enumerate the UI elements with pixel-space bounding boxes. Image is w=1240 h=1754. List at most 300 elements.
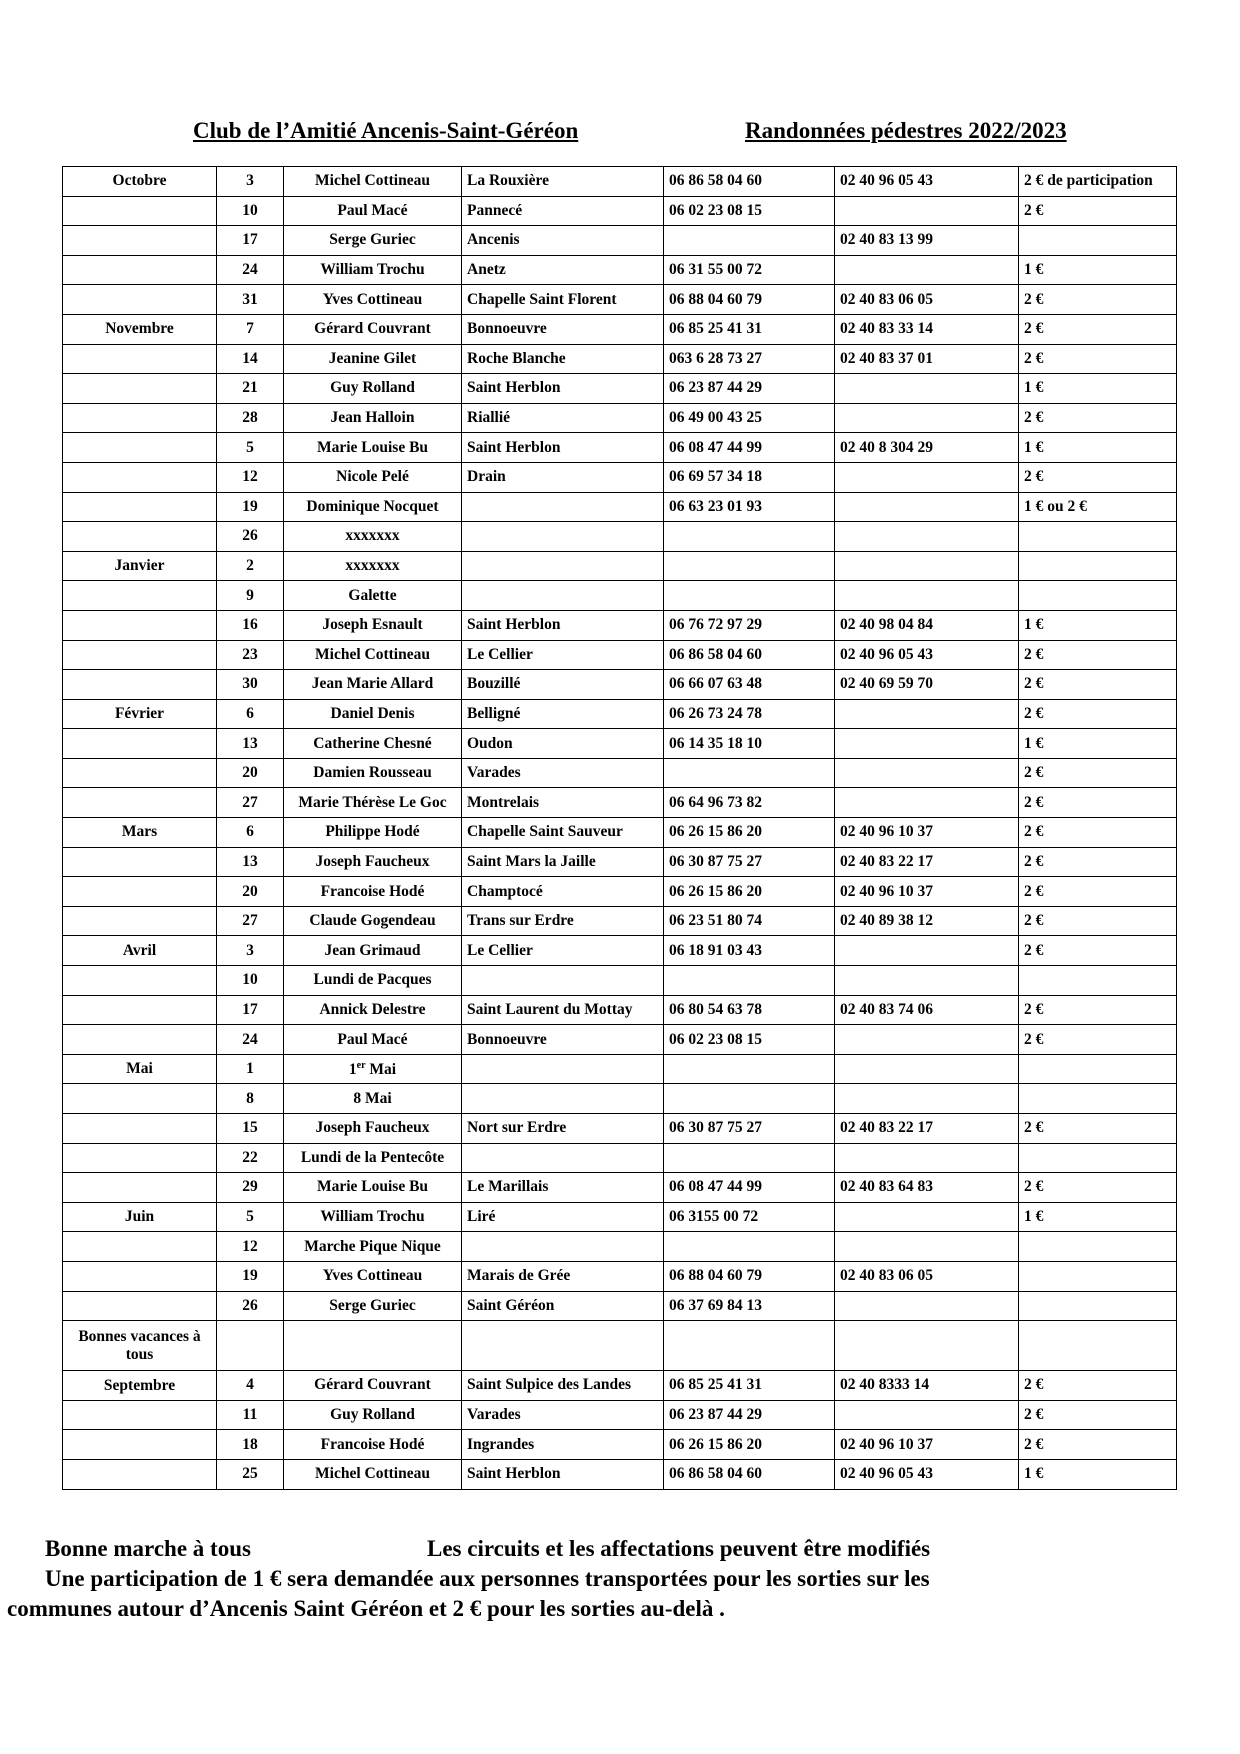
month-cell: Février — [63, 699, 217, 729]
phone-cell — [835, 551, 1019, 581]
phone-cell: 02 40 96 10 37 — [835, 818, 1019, 848]
fee-cell: 1 € — [1019, 374, 1177, 404]
leader-cell: Yves Cottineau — [284, 1261, 462, 1291]
fee-cell: 2 € — [1019, 758, 1177, 788]
place-cell: Bouzillé — [462, 670, 664, 700]
place-cell: La Rouxière — [462, 167, 664, 197]
table-row — [63, 995, 1177, 1025]
phone-cell — [835, 1084, 1019, 1114]
table-row — [63, 167, 1177, 197]
phone-cell: 02 40 8 304 29 — [835, 433, 1019, 463]
day-cell: 19 — [217, 1261, 284, 1291]
table-row — [63, 551, 1177, 581]
month-cell — [63, 1173, 217, 1203]
month-cell — [63, 492, 217, 522]
month-cell: Bonnes vacances à tous — [63, 1321, 217, 1371]
month-cell — [63, 581, 217, 611]
mobile-cell: 06 26 73 24 78 — [664, 699, 835, 729]
table-row — [63, 818, 1177, 848]
club-title: Club de l’Amitié Ancenis-Saint-Géréon — [193, 118, 579, 143]
leader-cell: Marie Thérèse Le Goc — [284, 788, 462, 818]
leader-cell: Gérard Couvrant — [284, 314, 462, 344]
table-row — [63, 344, 1177, 374]
mobile-cell: 06 02 23 08 15 — [664, 196, 835, 226]
leader-cell: Damien Rousseau — [284, 758, 462, 788]
fee-cell: 2 € — [1019, 462, 1177, 492]
phone-cell: 02 40 83 22 17 — [835, 847, 1019, 877]
leader-cell: Paul Macé — [284, 1025, 462, 1055]
month-cell — [63, 285, 217, 315]
place-cell: Roche Blanche — [462, 344, 664, 374]
fee-cell: 2 € — [1019, 403, 1177, 433]
phone-cell: 02 40 96 10 37 — [835, 1430, 1019, 1460]
table-row — [63, 226, 1177, 256]
month-cell: Juin — [63, 1202, 217, 1232]
month-cell — [63, 433, 217, 463]
day-cell: 22 — [217, 1143, 284, 1173]
day-cell: 8 — [217, 1084, 284, 1114]
leader-cell: Jean Grimaud — [284, 936, 462, 966]
leader-cell: 8 Mai — [284, 1084, 462, 1114]
month-cell — [63, 1291, 217, 1321]
table-row — [63, 196, 1177, 226]
day-cell: 25 — [217, 1459, 284, 1489]
day-cell: 4 — [217, 1371, 284, 1401]
month-cell — [63, 1430, 217, 1460]
mobile-cell: 06 80 54 63 78 — [664, 995, 835, 1025]
fee-cell: 1 € ou 2 € — [1019, 492, 1177, 522]
fee-cell: 2 € — [1019, 1371, 1177, 1401]
day-cell: 11 — [217, 1400, 284, 1430]
phone-cell — [835, 403, 1019, 433]
mobile-cell — [664, 1143, 835, 1173]
day-cell: 16 — [217, 610, 284, 640]
table-row — [63, 492, 1177, 522]
phone-cell — [835, 1143, 1019, 1173]
month-cell — [63, 758, 217, 788]
fee-cell — [1019, 1261, 1177, 1291]
table-row — [63, 729, 1177, 759]
month-cell — [63, 1400, 217, 1430]
table-row — [63, 1143, 1177, 1173]
table-row — [63, 1173, 1177, 1203]
month-cell — [63, 610, 217, 640]
phone-cell: 02 40 83 33 14 — [835, 314, 1019, 344]
table-row — [63, 966, 1177, 996]
month-cell — [63, 788, 217, 818]
day-cell: 2 — [217, 551, 284, 581]
leader-cell: Philippe Hodé — [284, 818, 462, 848]
mobile-cell: 06 26 15 86 20 — [664, 877, 835, 907]
table-row — [63, 1202, 1177, 1232]
place-cell: Chapelle Saint Sauveur — [462, 818, 664, 848]
table-row — [63, 610, 1177, 640]
month-cell — [63, 966, 217, 996]
leader-cell: Nicole Pelé — [284, 462, 462, 492]
phone-cell — [835, 462, 1019, 492]
fee-cell: 2 € — [1019, 847, 1177, 877]
day-cell: 13 — [217, 847, 284, 877]
mobile-cell — [664, 1084, 835, 1114]
table-row — [63, 1430, 1177, 1460]
leader-cell: Michel Cottineau — [284, 167, 462, 197]
place-cell: Ingrandes — [462, 1430, 664, 1460]
fee-cell: 1 € — [1019, 1459, 1177, 1489]
phone-cell — [835, 1321, 1019, 1371]
place-cell: Bonnoeuvre — [462, 314, 664, 344]
leader-cell: Joseph Esnault — [284, 610, 462, 640]
leader-cell: Lundi de Pacques — [284, 966, 462, 996]
table-row — [63, 1054, 1177, 1084]
schedule-title: Randonnées pédestres 2022/2023 — [745, 118, 1067, 143]
mobile-cell — [664, 522, 835, 552]
place-cell: Ancenis — [462, 226, 664, 256]
leader-cell: 1er Mai — [284, 1054, 462, 1084]
table-row — [63, 1232, 1177, 1262]
mobile-cell: 06 88 04 60 79 — [664, 285, 835, 315]
month-cell: Avril — [63, 936, 217, 966]
day-cell — [217, 1321, 284, 1371]
phone-cell: 02 40 96 05 43 — [835, 1459, 1019, 1489]
mobile-cell: 06 14 35 18 10 — [664, 729, 835, 759]
leader-cell: Joseph Faucheux — [284, 847, 462, 877]
phone-cell — [835, 1291, 1019, 1321]
leader-cell: Francoise Hodé — [284, 877, 462, 907]
footer-participation-line1: Une participation de 1 € sera demandée aux personnes transportées pour les sorties sur les — [45, 1566, 930, 1591]
leader-cell: Michel Cottineau — [284, 640, 462, 670]
fee-cell: 2 € — [1019, 1430, 1177, 1460]
mobile-cell: 06 3155 00 72 — [664, 1202, 835, 1232]
place-cell: Montrelais — [462, 788, 664, 818]
phone-cell — [835, 758, 1019, 788]
day-cell: 23 — [217, 640, 284, 670]
day-cell: 31 — [217, 285, 284, 315]
fee-cell: 2 € — [1019, 1400, 1177, 1430]
leader-cell: William Trochu — [284, 1202, 462, 1232]
phone-cell: 02 40 83 64 83 — [835, 1173, 1019, 1203]
place-cell — [462, 1054, 664, 1084]
mobile-cell — [664, 551, 835, 581]
month-cell — [63, 344, 217, 374]
phone-cell: 02 40 96 05 43 — [835, 167, 1019, 197]
phone-cell — [835, 522, 1019, 552]
day-cell: 3 — [217, 936, 284, 966]
leader-cell: William Trochu — [284, 255, 462, 285]
place-cell: Bonnoeuvre — [462, 1025, 664, 1055]
month-cell — [63, 847, 217, 877]
fee-cell: 1 € — [1019, 610, 1177, 640]
phone-cell — [835, 492, 1019, 522]
day-cell: 10 — [217, 966, 284, 996]
fee-cell: 2 € de participation — [1019, 167, 1177, 197]
leader-cell: Paul Macé — [284, 196, 462, 226]
leader-cell: Yves Cottineau — [284, 285, 462, 315]
day-cell: 14 — [217, 344, 284, 374]
leader-cell: Serge Guriec — [284, 1291, 462, 1321]
table-row — [63, 788, 1177, 818]
place-cell: Drain — [462, 462, 664, 492]
phone-cell: 02 40 83 06 05 — [835, 1261, 1019, 1291]
place-cell: Oudon — [462, 729, 664, 759]
day-cell: 3 — [217, 167, 284, 197]
mobile-cell: 06 85 25 41 31 — [664, 314, 835, 344]
table-row — [63, 581, 1177, 611]
fee-cell: 2 € — [1019, 1114, 1177, 1144]
month-cell: Janvier — [63, 551, 217, 581]
mobile-cell: 06 08 47 44 99 — [664, 433, 835, 463]
phone-cell — [835, 374, 1019, 404]
mobile-cell: 06 88 04 60 79 — [664, 1261, 835, 1291]
leader-cell: xxxxxxx — [284, 522, 462, 552]
fee-cell: 2 € — [1019, 788, 1177, 818]
place-cell — [462, 551, 664, 581]
day-cell: 21 — [217, 374, 284, 404]
fee-cell — [1019, 1143, 1177, 1173]
table-row — [63, 1321, 1177, 1371]
month-cell — [63, 640, 217, 670]
mobile-cell: 06 66 07 63 48 — [664, 670, 835, 700]
table-row — [63, 1459, 1177, 1489]
fee-cell — [1019, 226, 1177, 256]
table-row — [63, 1371, 1177, 1401]
day-cell: 27 — [217, 788, 284, 818]
place-cell: Saint Herblon — [462, 374, 664, 404]
fee-cell — [1019, 1291, 1177, 1321]
month-cell — [63, 1114, 217, 1144]
mobile-cell: 06 86 58 04 60 — [664, 1459, 835, 1489]
footer-participation-line2: communes autour d’Ancenis Saint Géréon et 2 € pour les sorties au-delà . — [7, 1596, 725, 1621]
fee-cell — [1019, 1232, 1177, 1262]
month-cell — [63, 906, 217, 936]
month-cell — [63, 374, 217, 404]
table-row — [63, 1261, 1177, 1291]
month-cell — [63, 1261, 217, 1291]
place-cell — [462, 966, 664, 996]
phone-cell: 02 40 83 22 17 — [835, 1114, 1019, 1144]
phone-cell — [835, 255, 1019, 285]
fee-cell: 2 € — [1019, 818, 1177, 848]
day-cell: 5 — [217, 1202, 284, 1232]
leader-cell: Michel Cottineau — [284, 1459, 462, 1489]
phone-cell: 02 40 96 05 43 — [835, 640, 1019, 670]
month-cell — [63, 462, 217, 492]
mobile-cell: 06 69 57 34 18 — [664, 462, 835, 492]
fee-cell: 2 € — [1019, 640, 1177, 670]
phone-cell — [835, 581, 1019, 611]
fee-cell: 2 € — [1019, 670, 1177, 700]
month-cell — [63, 1459, 217, 1489]
fee-cell — [1019, 581, 1177, 611]
place-cell — [462, 1143, 664, 1173]
table-row — [63, 936, 1177, 966]
day-cell: 26 — [217, 522, 284, 552]
table-row — [63, 314, 1177, 344]
place-cell: Nort sur Erdre — [462, 1114, 664, 1144]
month-cell: Mars — [63, 818, 217, 848]
day-cell: 17 — [217, 226, 284, 256]
table-row — [63, 1400, 1177, 1430]
month-cell: Mai — [63, 1054, 217, 1084]
mobile-cell — [664, 1321, 835, 1371]
day-cell: 24 — [217, 255, 284, 285]
day-cell: 10 — [217, 196, 284, 226]
place-cell: Marais de Grée — [462, 1261, 664, 1291]
day-cell: 24 — [217, 1025, 284, 1055]
hike-schedule-table — [62, 166, 1177, 1490]
place-cell: Le Cellier — [462, 640, 664, 670]
mobile-cell: 06 86 58 04 60 — [664, 640, 835, 670]
month-cell — [63, 995, 217, 1025]
place-cell: Saint Laurent du Mottay — [462, 995, 664, 1025]
fee-cell — [1019, 1054, 1177, 1084]
place-cell: Saint Géréon — [462, 1291, 664, 1321]
month-cell — [63, 1232, 217, 1262]
fee-cell: 2 € — [1019, 314, 1177, 344]
place-cell: Belligné — [462, 699, 664, 729]
mobile-cell — [664, 758, 835, 788]
month-cell — [63, 1025, 217, 1055]
leader-cell: Galette — [284, 581, 462, 611]
month-cell — [63, 729, 217, 759]
mobile-cell: 06 30 87 75 27 — [664, 1114, 835, 1144]
phone-cell — [835, 966, 1019, 996]
day-cell: 9 — [217, 581, 284, 611]
leader-cell: Marche Pique Nique — [284, 1232, 462, 1262]
leader-cell: xxxxxxx — [284, 551, 462, 581]
fee-cell: 2 € — [1019, 936, 1177, 966]
table-row — [63, 758, 1177, 788]
leader-cell: Guy Rolland — [284, 374, 462, 404]
mobile-cell: 06 37 69 84 13 — [664, 1291, 835, 1321]
month-cell — [63, 1084, 217, 1114]
table-row — [63, 1114, 1177, 1144]
table-row — [63, 374, 1177, 404]
mobile-cell: 06 85 25 41 31 — [664, 1371, 835, 1401]
table-row — [63, 255, 1177, 285]
place-cell: Saint Herblon — [462, 1459, 664, 1489]
phone-cell: 02 40 83 06 05 — [835, 285, 1019, 315]
fee-cell: 2 € — [1019, 995, 1177, 1025]
fee-cell: 2 € — [1019, 877, 1177, 907]
fee-cell: 2 € — [1019, 906, 1177, 936]
fee-cell: 2 € — [1019, 1025, 1177, 1055]
table-row — [63, 699, 1177, 729]
footer-greeting: Bonne marche à tous — [45, 1536, 251, 1561]
leader-cell: Lundi de la Pentecôte — [284, 1143, 462, 1173]
mobile-cell: 06 76 72 97 29 — [664, 610, 835, 640]
mobile-cell — [664, 581, 835, 611]
day-cell: 30 — [217, 670, 284, 700]
mobile-cell: 06 02 23 08 15 — [664, 1025, 835, 1055]
mobile-cell: 06 23 87 44 29 — [664, 374, 835, 404]
footer-notice: Les circuits et les affectations peuvent être modifiés — [427, 1536, 931, 1561]
place-cell: Anetz — [462, 255, 664, 285]
table-row — [63, 670, 1177, 700]
place-cell: Le Marillais — [462, 1173, 664, 1203]
place-cell: Saint Herblon — [462, 433, 664, 463]
leader-cell: Guy Rolland — [284, 1400, 462, 1430]
phone-cell — [835, 936, 1019, 966]
leader-cell: Jean Marie Allard — [284, 670, 462, 700]
day-cell: 12 — [217, 462, 284, 492]
table-row — [63, 522, 1177, 552]
leader-cell: Marie Louise Bu — [284, 1173, 462, 1203]
leader-cell: Joseph Faucheux — [284, 1114, 462, 1144]
place-cell: Saint Herblon — [462, 610, 664, 640]
month-cell: Novembre — [63, 314, 217, 344]
table-row — [63, 847, 1177, 877]
fee-cell — [1019, 1321, 1177, 1371]
mobile-cell: 06 08 47 44 99 — [664, 1173, 835, 1203]
day-cell: 7 — [217, 314, 284, 344]
fee-cell: 1 € — [1019, 433, 1177, 463]
day-cell: 19 — [217, 492, 284, 522]
leader-cell: Daniel Denis — [284, 699, 462, 729]
mobile-cell: 06 23 87 44 29 — [664, 1400, 835, 1430]
place-cell — [462, 492, 664, 522]
month-cell — [63, 877, 217, 907]
fee-cell: 2 € — [1019, 344, 1177, 374]
phone-cell — [835, 1025, 1019, 1055]
month-cell — [63, 196, 217, 226]
fee-cell — [1019, 1084, 1177, 1114]
fee-cell: 2 € — [1019, 699, 1177, 729]
month-cell — [63, 522, 217, 552]
mobile-cell: 06 26 15 86 20 — [664, 1430, 835, 1460]
mobile-cell — [664, 1232, 835, 1262]
place-cell: Varades — [462, 1400, 664, 1430]
phone-cell — [835, 729, 1019, 759]
leader-cell: Claude Gogendeau — [284, 906, 462, 936]
month-cell — [63, 670, 217, 700]
leader-cell: Francoise Hodé — [284, 1430, 462, 1460]
table-row — [63, 1025, 1177, 1055]
phone-cell: 02 40 69 59 70 — [835, 670, 1019, 700]
mobile-cell: 06 31 55 00 72 — [664, 255, 835, 285]
fee-cell: 2 € — [1019, 285, 1177, 315]
fee-cell — [1019, 551, 1177, 581]
mobile-cell — [664, 1054, 835, 1084]
day-cell: 12 — [217, 1232, 284, 1262]
phone-cell — [835, 1202, 1019, 1232]
phone-cell: 02 40 89 38 12 — [835, 906, 1019, 936]
month-cell — [63, 255, 217, 285]
leader-cell: Gérard Couvrant — [284, 1371, 462, 1401]
mobile-cell — [664, 966, 835, 996]
place-cell: Le Cellier — [462, 936, 664, 966]
month-cell: Octobre — [63, 167, 217, 197]
mobile-cell: 06 86 58 04 60 — [664, 167, 835, 197]
day-cell: 18 — [217, 1430, 284, 1460]
day-cell: 5 — [217, 433, 284, 463]
day-cell: 15 — [217, 1114, 284, 1144]
fee-cell: 1 € — [1019, 729, 1177, 759]
phone-cell — [835, 1232, 1019, 1262]
fee-cell: 1 € — [1019, 1202, 1177, 1232]
mobile-cell: 06 23 51 80 74 — [664, 906, 835, 936]
mobile-cell: 06 26 15 86 20 — [664, 818, 835, 848]
place-cell: Saint Sulpice des Landes — [462, 1371, 664, 1401]
day-cell: 13 — [217, 729, 284, 759]
table-row — [63, 433, 1177, 463]
phone-cell: 02 40 8333 14 — [835, 1371, 1019, 1401]
phone-cell: 02 40 83 37 01 — [835, 344, 1019, 374]
place-cell: Champtocé — [462, 877, 664, 907]
place-cell: Pannecé — [462, 196, 664, 226]
mobile-cell: 06 18 91 03 43 — [664, 936, 835, 966]
leader-cell: Jeanine Gilet — [284, 344, 462, 374]
fee-cell: 2 € — [1019, 196, 1177, 226]
